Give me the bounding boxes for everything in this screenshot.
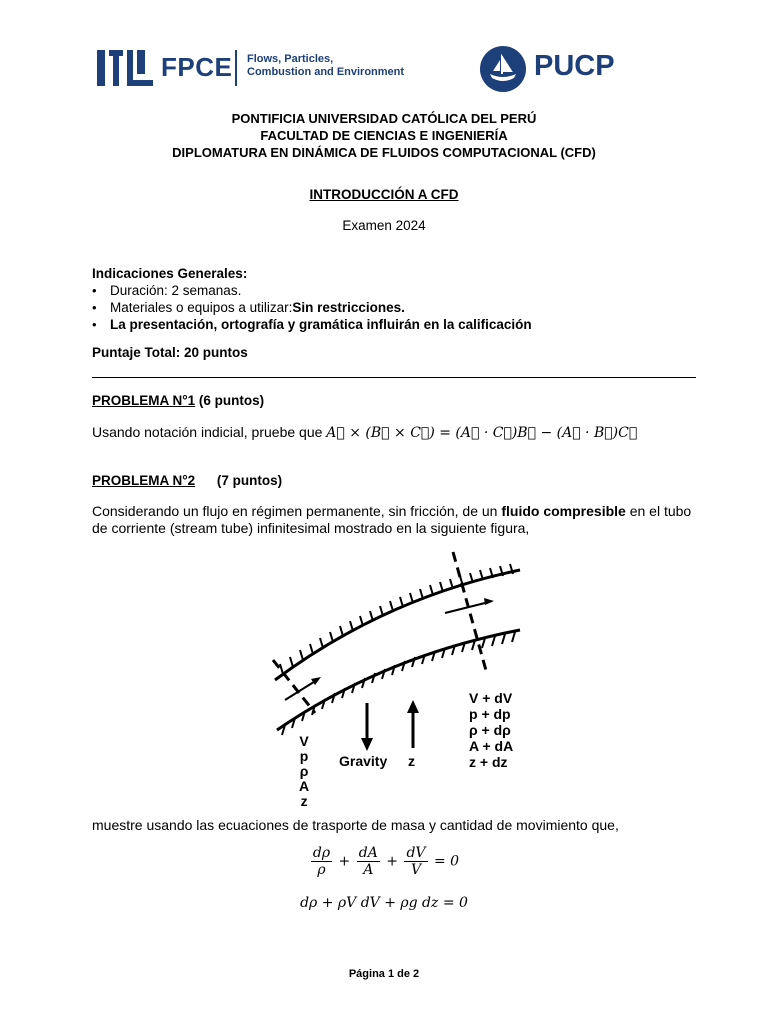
exam-label: Examen 2024 — [342, 218, 426, 233]
indications-heading: Indicaciones Generales: — [92, 266, 248, 281]
z-axis-label: z — [408, 753, 415, 769]
vector-identity: A⃗ × (B⃗ × C⃗) = (A⃗ · C⃗)B⃗ − (A⃗ · B⃗)C⃗ — [326, 425, 638, 441]
indication-item: • Duración: 2 semanas. — [92, 283, 242, 298]
bullet-icon: • — [92, 317, 97, 332]
problem2-heading — [92, 472, 282, 489]
problem1-heading — [92, 392, 264, 409]
divider — [92, 377, 696, 378]
problem2-points: (7 puntos) — [216, 473, 283, 488]
equation-momentum: dρ + ρV dV + ρg dz = 0 — [300, 895, 468, 911]
institution-line3: DIPLOMATURA EN DINÁMICA DE FLUIDOS COMPUTACIONAL (CFD) — [172, 145, 596, 160]
pucp-name: PUCP — [534, 50, 615, 82]
fpce-mark-icon — [97, 50, 153, 86]
equation-mass: $\frac{d\rho}{\rho}$ + $\frac{dA}{A}$ + $\frac{dV}{V}$ = 0 — [312, 845, 460, 878]
problem2-label: PROBLEMA N°2 — [92, 473, 196, 488]
problem1-points: (6 puntos) — [195, 393, 265, 408]
indication-item: • Materiales o equipos a utilizar: Sin restricciones. — [92, 300, 405, 315]
fpce-subtitle — [247, 53, 404, 79]
page-number: Página 1 de 2 — [348, 968, 420, 980]
problem1-statement: Usando notación indicial, pruebe que A⃗ × (B⃗ × C⃗) = (A⃗ · C⃗)B⃗ − (A⃗ · B⃗)C⃗ — [92, 424, 638, 441]
indications — [92, 265, 532, 333]
stream-tube-figure — [265, 548, 525, 813]
fpce-subtitle-line1: Flows, Particles, — [247, 53, 334, 65]
pucp-seal-icon — [478, 44, 528, 94]
fpce-name: FPCE — [161, 52, 233, 82]
gravity-label: Gravity — [339, 753, 388, 769]
bullet-icon: • — [92, 283, 97, 298]
inlet-labels: V p ρ A z — [299, 733, 310, 809]
problem2-conclusion: muestre usando las ecuaciones de trasporte de masa y cantidad de movimiento que, — [92, 817, 619, 833]
problem1-label: PROBLEMA N°1 — [92, 393, 196, 408]
institution-line2: FACULTAD DE CIENCIAS E INGENIERÍA — [260, 128, 508, 143]
bullet-icon: • — [92, 300, 97, 315]
fpce-subtitle-line2: Combustion and Environment — [247, 66, 405, 78]
institution-header — [0, 110, 768, 161]
fpce-divider — [235, 50, 237, 86]
course-title: INTRODUCCIÓN A CFD — [309, 187, 459, 202]
outlet-labels: V + dV p + dp ρ + dρ A + dA z + dz — [469, 690, 514, 770]
total-score: Puntaje Total: 20 puntos — [92, 345, 248, 360]
fpce-logo — [97, 48, 417, 90]
pucp-logo — [478, 44, 638, 94]
institution-line1: PONTIFICIA UNIVERSIDAD CATÓLICA DEL PERÚ — [231, 111, 537, 126]
problem2-statement: Considerando un flujo en régimen permanente, sin fricción, de un fluido compresible en el tubo de corriente (stream tube) infinitesimal mostrado en la siguiente figura, — [92, 503, 692, 536]
indication-item: • La presentación, ortografía y gramática influirán en la calificación — [92, 317, 532, 332]
